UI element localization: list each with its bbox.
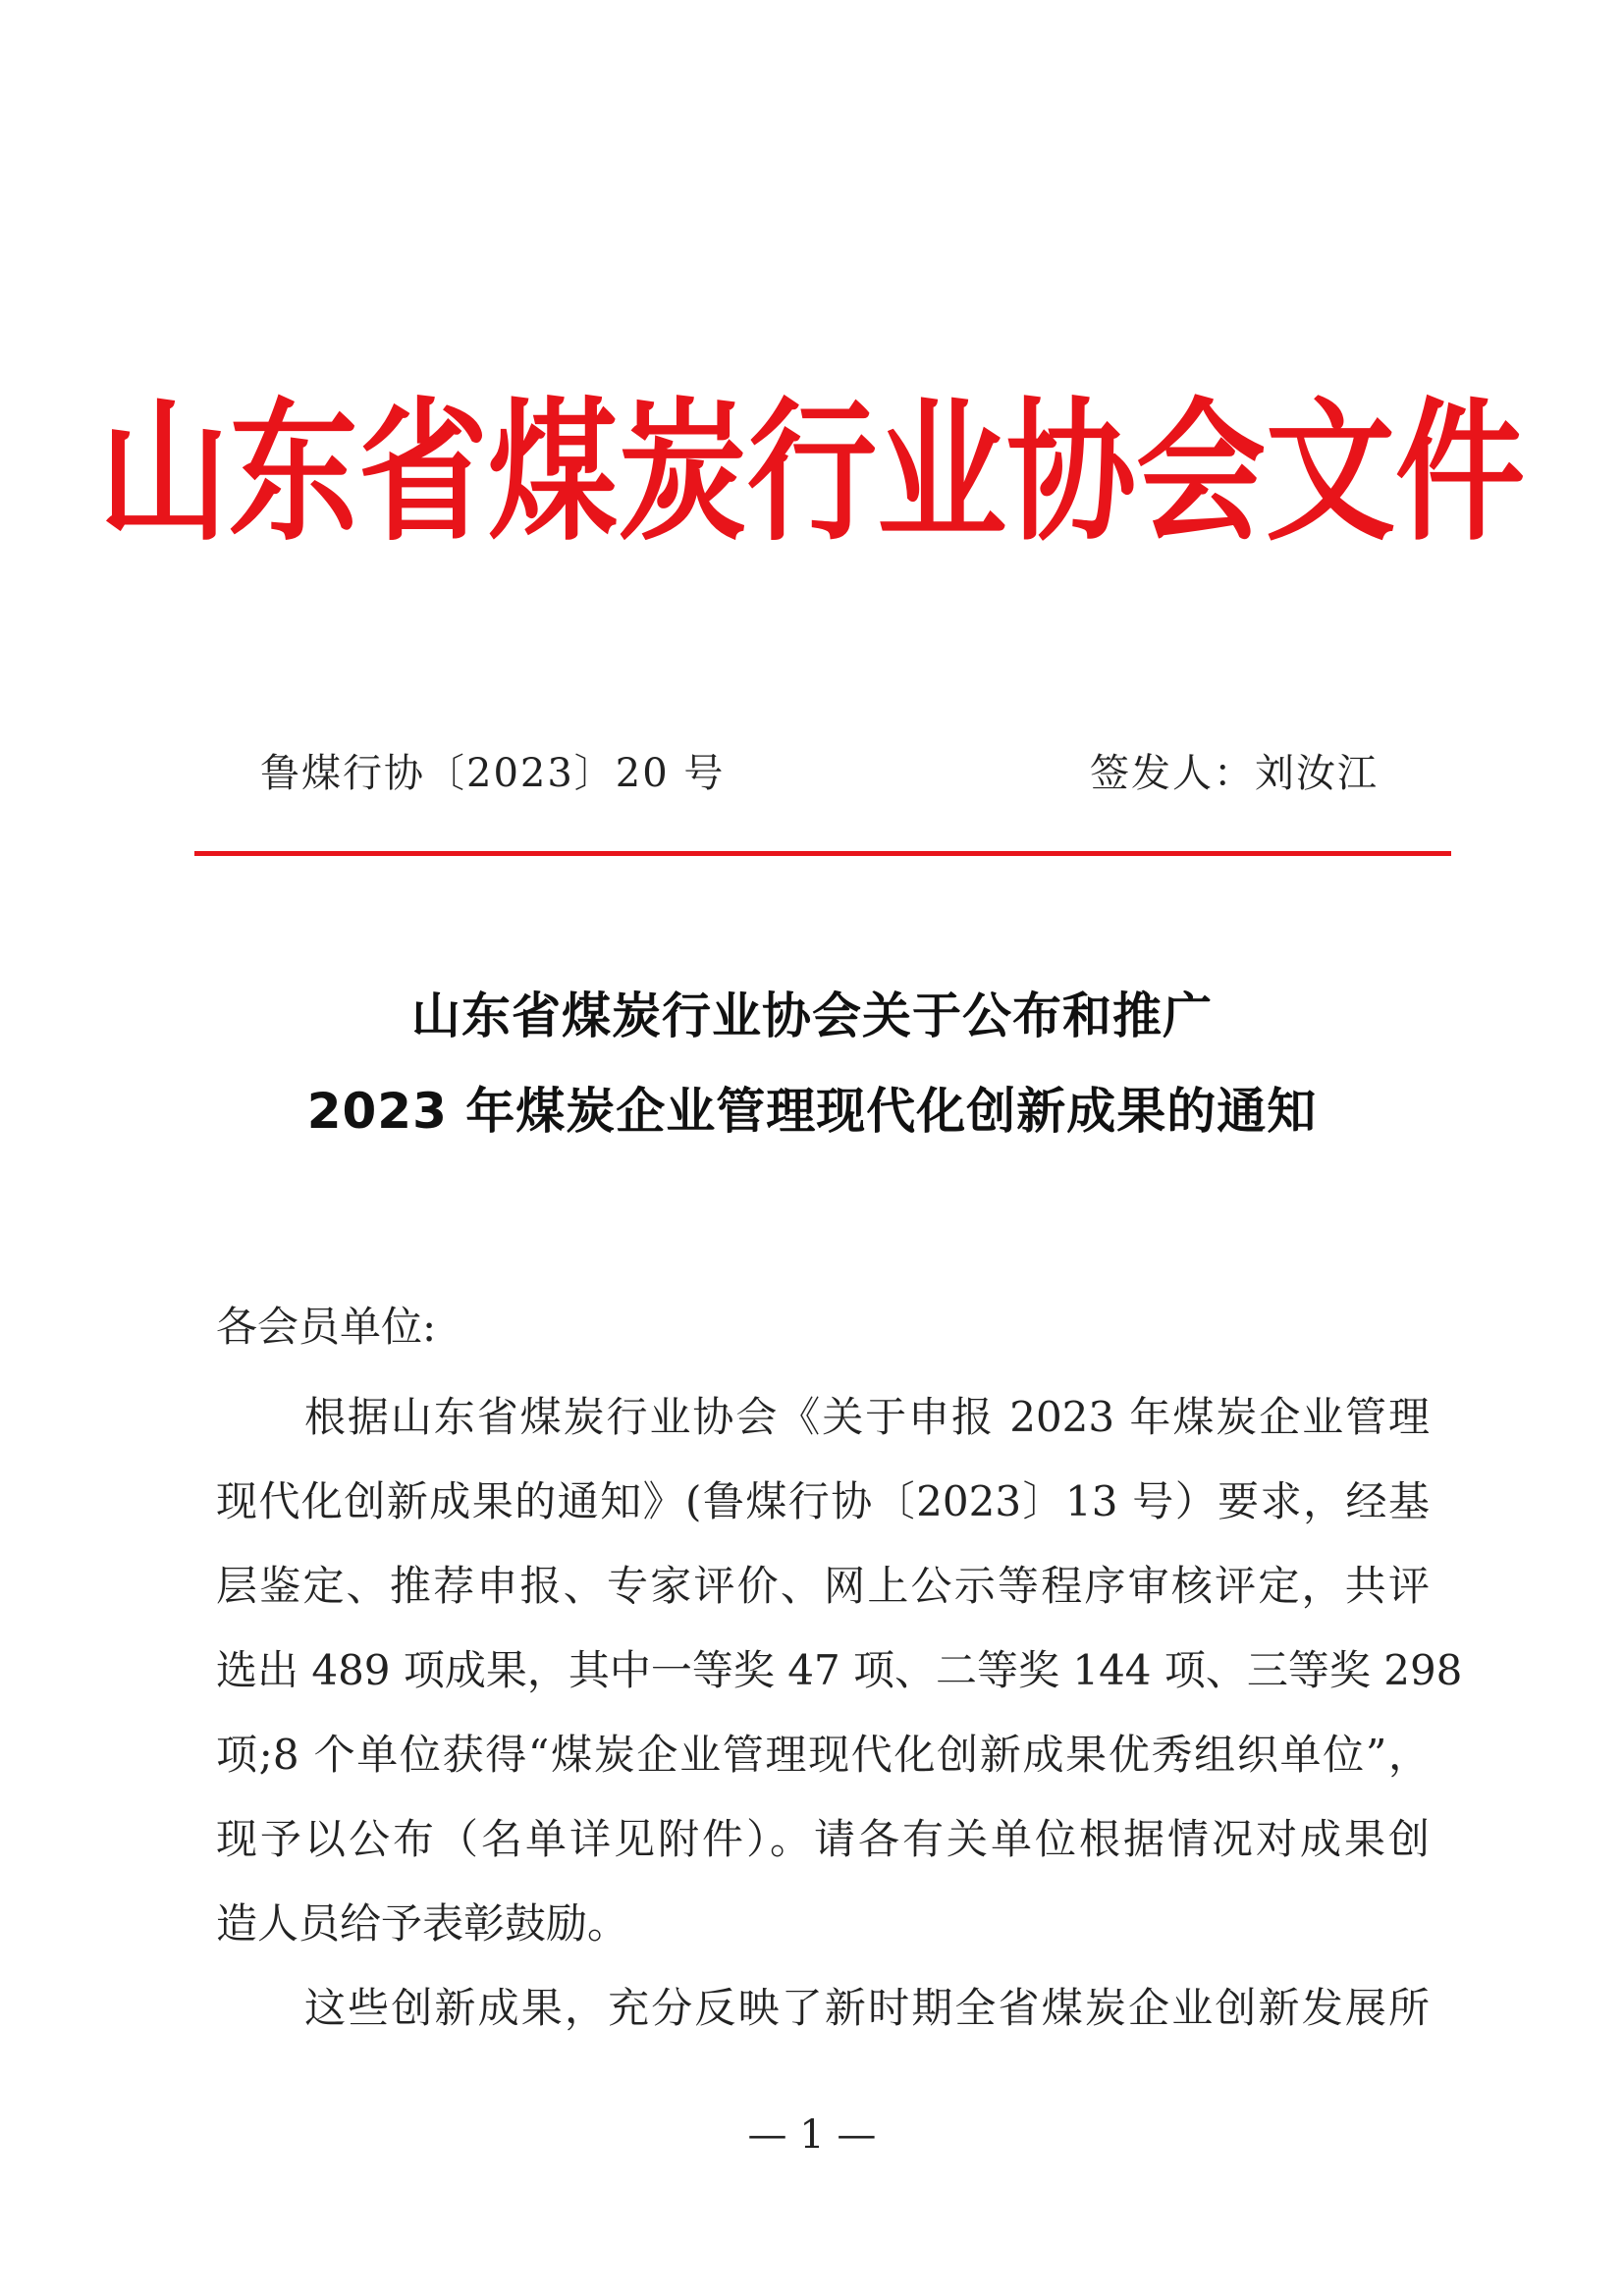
signer: 签发人：刘汝江 [1090, 751, 1379, 796]
paragraph-line: 根据山东省煤炭行业协会《关于申报 2023 年煤炭企业管理 [304, 1393, 1430, 1441]
document-number: 鲁煤行协〔2023〕20 号 [260, 751, 726, 796]
paragraph-line: 选出 489 项成果，其中一等奖 47 项、二等奖 144 项、三等奖 298 [216, 1646, 1463, 1694]
document-title-line-2: 2023 年煤炭企业管理现代化创新成果的通知 [306, 1083, 1318, 1140]
salutation: 各会员单位: [216, 1303, 437, 1351]
paragraph-line: 层鉴定、推荐申报、专家评价、网上公示等程序审核评定，共评 [216, 1562, 1430, 1610]
paragraph-line: 项;8 个单位获得“煤炭企业管理现代化创新成果优秀组织单位”， [216, 1731, 1430, 1779]
paragraph-line: 现予以公布（名单详见附件）。请各有关单位根据情况对成果创 [216, 1815, 1430, 1863]
red-divider-rule [194, 851, 1451, 856]
document-title-line-1: 山东省煤炭行业协会关于公布和推广 [411, 988, 1213, 1044]
document-masthead: 山东省煤炭行业协会文件 [99, 384, 1525, 562]
paragraph-line: 这些创新成果，充分反映了新时期全省煤炭企业创新发展所 [304, 1984, 1430, 2032]
page-number: — 1 — [747, 2112, 877, 2158]
paragraph-line: 造人员给予表彰鼓励。 [216, 1899, 629, 1948]
paragraph-line: 现代化创新成果的通知》(鲁煤行协〔2023〕13 号）要求，经基 [216, 1477, 1430, 1525]
